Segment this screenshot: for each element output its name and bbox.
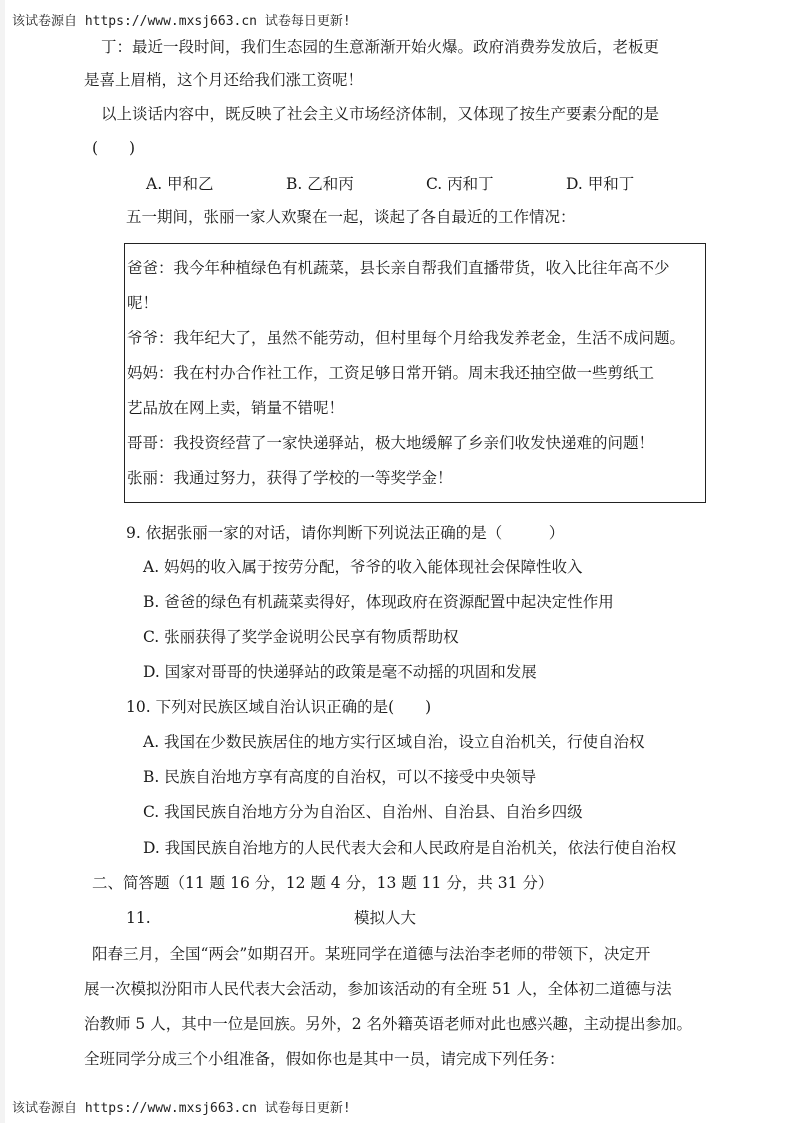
q11-line-4: 全班同学分成三个小组准备，假如你也是其中一员，请完成下列任务：	[84, 1050, 565, 1068]
option-c: C. 丙和丁	[426, 175, 494, 193]
q9-stem: 9. 依据张丽一家的对话，请你判断下列说法正确的是（ ）	[126, 524, 565, 542]
q9-option-c: C. 张丽获得了奖学金说明公民享有物质帮助权	[143, 628, 459, 646]
prev-question-stem-2: ( )	[92, 139, 136, 157]
q10-option-c: C. 我国民族自治地方分为自治区、自治州、自治县、自治乡四级	[143, 803, 583, 821]
scan-edge	[0, 0, 5, 1123]
prev-question-line-1: 丁：最近一段时间，我们生态园的生意渐渐开始火爆。政府消费券发放后，老板更	[101, 38, 660, 56]
dialogue-line-zhangli: 张丽：我通过努力，获得了学校的一等奖学金！	[127, 469, 453, 487]
q11-number: 11.	[126, 909, 151, 927]
prev-question-line-2: 是喜上眉梢，这个月还给我们涨工资呢！	[84, 71, 364, 89]
q11-line-3: 治教师 5 人，其中一位是回族。另外，2 名外籍英语老师对此也感兴趣，主动提出参加。	[84, 1015, 693, 1033]
dialogue-intro: 五一期间，张丽一家人欢聚在一起，谈起了各自最近的工作情况：	[126, 208, 576, 226]
prev-question-stem-1: 以上谈话内容中，既反映了社会主义市场经济体制，又体现了按生产要素分配的是	[101, 105, 660, 123]
dialogue-line-brother: 哥哥：我投资经营了一家快递驿站，极大地缓解了乡亲们收发快递难的问题！	[127, 434, 655, 452]
q11-line-2: 展一次模拟汾阳市人民代表大会活动，参加该活动的有全班 51 人，全体初二道德与法	[84, 980, 672, 998]
q9-option-a: A. 妈妈的收入属于按劳分配，爷爷的收入能体现社会保障性收入	[143, 558, 583, 576]
q9-option-d: D. 国家对哥哥的快递驿站的政策是毫不动摇的巩固和发展	[143, 663, 537, 681]
dialogue-line-mom-cont: 艺品放在网上卖，销量不错呢！	[127, 399, 345, 417]
option-d: D. 甲和丁	[566, 175, 635, 193]
prev-question-options	[146, 172, 706, 194]
q9-option-b: B. 爸爸的绿色有机蔬菜卖得好，体现政府在资源配置中起决定性作用	[143, 593, 614, 611]
q10-option-d: D. 我国民族自治地方的人民代表大会和人民政府是自治机关，依法行使自治权	[143, 839, 677, 857]
q10-option-a: A. 我国在少数民族居住的地方实行区域自治，设立自治机关，行使自治权	[143, 733, 645, 751]
dialogue-line-grandpa: 爷爷：我年纪大了，虽然不能劳动，但村里每个月给我发养老金，生活不成问题。	[127, 329, 686, 347]
option-b: B. 乙和丙	[286, 175, 354, 193]
section-2-heading: 二、简答题（11 题 16 分，12 题 4 分，13 题 11 分，共 31 分）	[92, 874, 554, 892]
q10-option-b: B. 民族自治地方享有高度的自治权，可以不接受中央领导	[143, 768, 537, 786]
option-a: A. 甲和乙	[146, 175, 214, 193]
dialogue-line-mom: 妈妈：我在村办合作社工作，工资足够日常开销。周末我还抽空做一些剪纸工	[127, 364, 655, 382]
q10-stem: 10. 下列对民族区域自治认识正确的是( )	[126, 698, 432, 716]
q11-line-1: 阳春三月，全国“两会”如期召开。某班同学在道德与法治李老师的带领下，决定开	[92, 945, 651, 963]
dialogue-line-dad: 爸爸：我今年种植绿色有机蔬菜，县长亲自帮我们直播带货，收入比往年高不少	[127, 259, 670, 277]
watermark-top: 该试卷源自 https://www.mxsj663.cn 试卷每日更新!	[12, 14, 351, 29]
q11-title: 模拟人大	[354, 909, 417, 927]
dialogue-line-dad-cont: 呢！	[127, 294, 159, 312]
dialogue-box	[124, 243, 706, 503]
watermark-bottom: 该试卷源自 https://www.mxsj663.cn 试卷每日更新!	[12, 1101, 351, 1116]
